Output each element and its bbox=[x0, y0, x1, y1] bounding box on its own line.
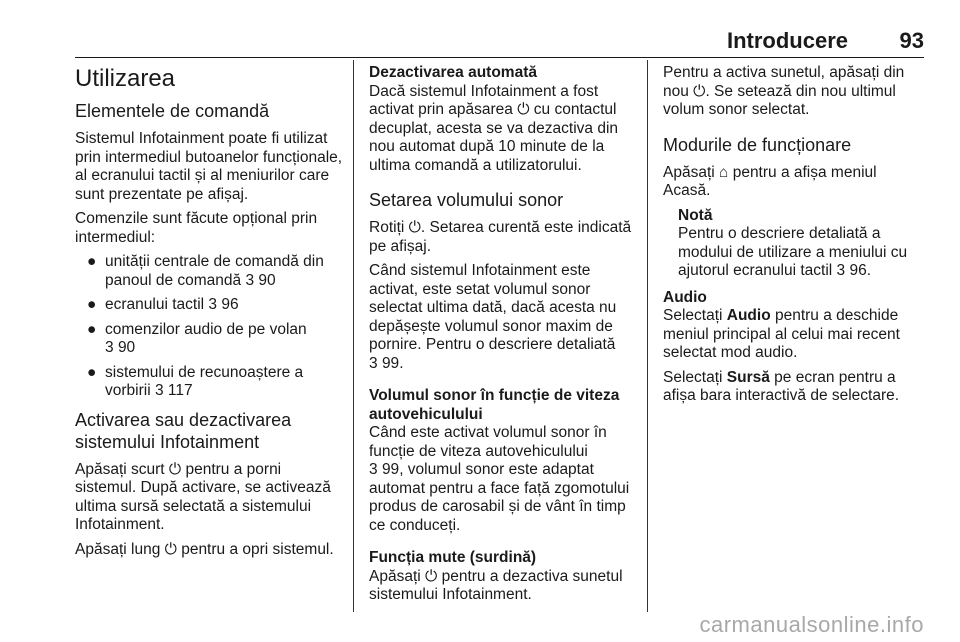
page-reference: 90 bbox=[258, 271, 276, 289]
heading-setarea-volumului: Setarea volumului sonor bbox=[369, 190, 564, 210]
paragraph: Selectați Audio pentru a deschide meniul principal al celui mai recent selectat mod audio. bbox=[663, 307, 900, 361]
page-reference: 96 bbox=[849, 262, 867, 279]
note-text: Pentru o descriere detaliată a modului de utilizare a meniului cu ajutorul ecranului tactil 3 96. bbox=[678, 225, 908, 279]
section-title: Introducere bbox=[726, 28, 848, 53]
power-icon: ⏻ bbox=[408, 219, 421, 236]
paragraph: Când sistemul Infotainment este activat, este setat volumul sonor selectat ultima dată, dacă acesta nu depășește volumul sonor maxim de pornire. Pentru o descriere detaliată 3 99. bbox=[369, 262, 617, 372]
heading-elemente: Elementele de comandă bbox=[75, 101, 270, 121]
heading-audio: Audio bbox=[663, 288, 707, 306]
list-item: ● unității centrale de comandă din panoul de comandă 3 90 bbox=[87, 253, 324, 289]
power-icon: ⏻ bbox=[168, 460, 182, 478]
page-reference-icon: 3 bbox=[105, 339, 114, 356]
column-divider-1 bbox=[353, 60, 354, 612]
page-reference: 99 bbox=[381, 461, 400, 478]
paragraph: Pentru a activa sunetul, apăsați din nou ⏻. Se setează din nou ultimul volum sonor selectat. bbox=[663, 64, 905, 118]
home-icon: ⌂ bbox=[719, 163, 729, 181]
paragraph: Apăsați ⌂ pentru a afișa meniul Acasă. bbox=[663, 163, 877, 199]
list-item: ● comenzilor audio de pe volan 3 90 bbox=[87, 320, 307, 356]
paragraph: Rotiți ⏻. Setarea curentă este indicată pe afișaj. bbox=[369, 219, 632, 255]
paragraph: Apăsați scurt ⏻ pentru a porni sistemul. După activare, se activează ultima sursă selectată a sistemului Infotainment. bbox=[75, 460, 331, 533]
heading-dezactivarea-automata: Dezactivarea automată bbox=[369, 64, 537, 81]
page-reference-icon: 3 bbox=[836, 262, 846, 279]
page-reference: 117 bbox=[167, 382, 193, 399]
paragraph: Dacă sistemul Infotainment a fost activat prin apăsarea ⏻ cu contactul decuplat, acesta se va dezactiva din nou automat după 10 minute de la ultima comandă a utilizatorului. bbox=[369, 82, 619, 174]
page-reference-icon: 3 bbox=[154, 382, 164, 399]
page-reference-icon: 3 bbox=[245, 271, 255, 289]
right-column bbox=[663, 64, 921, 412]
paragraph: Apăsați ⏻ pentru a dezactiva sunetul sistemului Infotainment. bbox=[369, 567, 623, 603]
watermark: carmanualsonline.info bbox=[699, 612, 924, 637]
paragraph: Selectați Sursă pe ecran pentru a afișa bara interactivă de selectare. bbox=[663, 368, 900, 404]
list-item: ● sistemului de recunoaștere a vorbirii 3 117 bbox=[87, 363, 304, 399]
power-icon: ⏻ bbox=[164, 540, 177, 558]
power-icon: ⏻ bbox=[693, 82, 706, 100]
heading-activarea: Activarea sau dezactivarea sistemului Infotainment bbox=[75, 409, 292, 452]
middle-column bbox=[369, 64, 637, 611]
note-title: Notă bbox=[678, 206, 713, 224]
bullet-icon: ● bbox=[87, 296, 97, 313]
page-reference-icon: 3 bbox=[208, 296, 218, 313]
bullet-icon: ● bbox=[87, 253, 97, 270]
page-reference-icon: 3 bbox=[369, 354, 378, 372]
power-icon: ⏻ bbox=[425, 567, 438, 585]
power-icon: ⏻ bbox=[517, 101, 530, 118]
paragraph: Apăsați lung ⏻ pentru a opri sistemul. bbox=[75, 540, 334, 558]
heading-modurile: Modurile de funcționare bbox=[663, 134, 852, 155]
heading-functia-mute: Funcția mute (surdină) bbox=[369, 549, 537, 566]
bullet-icon: ● bbox=[87, 320, 97, 338]
header-rule bbox=[75, 57, 924, 58]
left-column bbox=[75, 64, 345, 565]
page-reference-icon: 3 bbox=[369, 461, 378, 478]
heading-volum-viteza: Volumul sonor în funcție de viteza autovehiculului bbox=[369, 387, 620, 423]
paragraph: Când este activat volumul sonor în funcție de viteza autovehiculului 3 99, volumul sonor este adaptat automat pentru a face față zgomotului produs de carosabil și de vânt în timp ce conduceți. bbox=[369, 424, 630, 534]
list-item: ● ecranului tactil 3 96 bbox=[87, 296, 239, 313]
bullet-list bbox=[75, 253, 345, 401]
note-box bbox=[678, 207, 921, 281]
page-reference: 90 bbox=[117, 339, 136, 356]
column-divider-2 bbox=[647, 60, 648, 612]
heading-utilizarea: Utilizarea bbox=[75, 65, 176, 92]
paragraph: Sistemul Infotainment poate fi utilizat prin intermediul butoanelor funcționale, al ecranului tactil și al meniurilor care sunt prezentate pe afișaj. bbox=[75, 130, 343, 203]
page-number: 93 bbox=[899, 28, 924, 53]
page-reference: 96 bbox=[221, 296, 239, 313]
paragraph: Comenzile sunt făcute opțional prin intermediul: bbox=[75, 210, 318, 246]
page-reference: 99 bbox=[381, 354, 400, 372]
bullet-icon: ● bbox=[87, 363, 97, 381]
page-header bbox=[0, 0, 960, 62]
